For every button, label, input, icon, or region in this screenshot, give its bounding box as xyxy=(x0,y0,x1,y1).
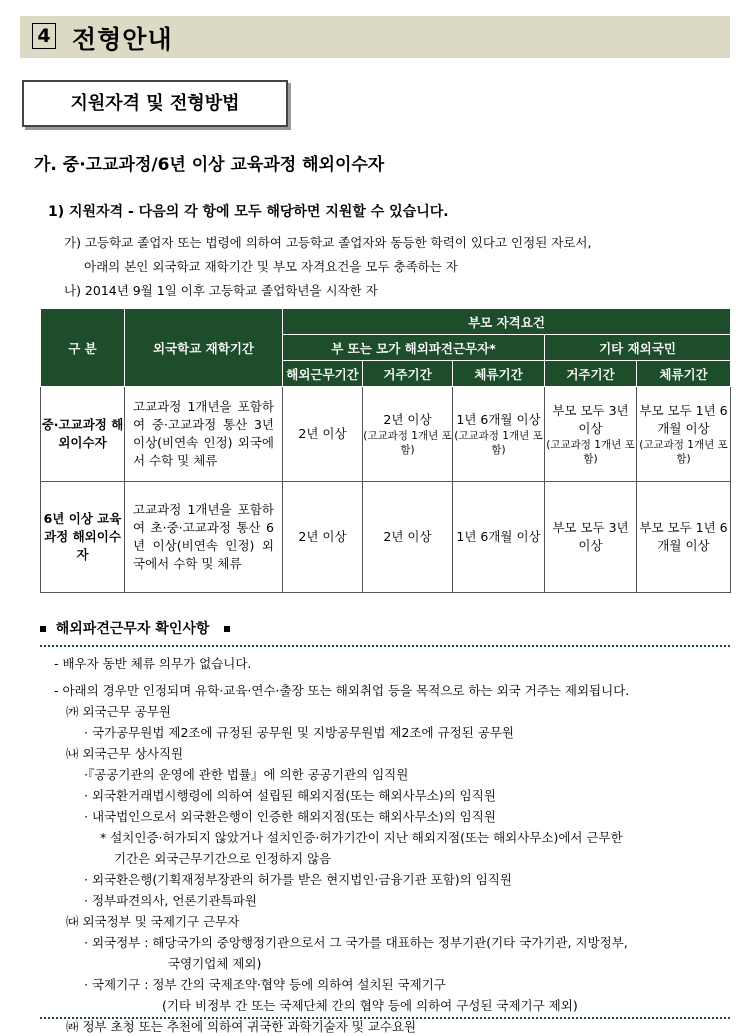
cell-note: (고교과정 1개년 포함) xyxy=(454,430,543,456)
list-item: ㈏ 외국근무 상사직원 xyxy=(66,746,184,761)
list-item: (기타 비정부 간 또는 국제단체 간의 협약 등에 의하여 구성된 국제기구 제외) xyxy=(162,998,578,1013)
cell-residence: 2년 이상 (고교과정 1개년 포함) xyxy=(363,387,453,482)
divider-bottom xyxy=(40,1017,730,1019)
row-desc: 고교과정 1개년을 포함하여 중·고교과정 통산 3년 이상(비연속 인정) 외국에서 수학 및 체류 xyxy=(125,387,283,482)
cell-overseas-work: 2년 이상 xyxy=(283,482,363,593)
confirm-title: 해외파견근무자 확인사항 xyxy=(55,621,210,637)
table-row xyxy=(41,482,731,593)
section-title: 전형안내 xyxy=(72,25,173,54)
list-item: - 배우자 동반 체류 의무가 없습니다. xyxy=(54,656,252,671)
list-item: * 설치인증·허가되지 않았거나 설치인증·허가기간이 지난 해외지점(또는 해외사무소)에서 근무한 xyxy=(100,830,623,845)
header-residence: 거주기간 xyxy=(363,361,453,387)
list-item: ㈐ 외국정부 및 국제기구 근무자 xyxy=(66,914,240,929)
divider-top xyxy=(40,645,730,647)
list-item: · 외국정부 : 해당국가의 중앙행정기관으로서 그 국가를 대표하는 정부기관(기타 국가기관, 지방정부, xyxy=(84,935,628,950)
header-stay: 체류기간 xyxy=(453,361,545,387)
criteria-ga-line1: 가) 고등학교 졸업자 또는 법령에 의하여 고등학교 졸업자와 동등한 학력이 있다고 인정된 자로서, xyxy=(64,235,592,250)
heading-eligibility: 1) 지원자격 - 다음의 각 항에 모두 해당하면 지원할 수 있습니다. xyxy=(48,204,449,220)
list-item: · 외국환은행(기획재정부장관의 허가를 받은 현지법인·금융기관 포함)의 임직원 xyxy=(84,872,512,887)
list-item: · 정부파견의사, 언론기관특파원 xyxy=(84,893,257,908)
header-school-period: 외국학교 재학기간 xyxy=(125,309,283,387)
criteria-na: 나) 2014년 9월 1일 이후 고등학교 졸업학년을 시작한 자 xyxy=(64,283,378,298)
cell-stay: 1년 6개월 이상 (고교과정 1개년 포함) xyxy=(453,387,545,482)
cell-residence-other: 부모 모두 3년 이상 xyxy=(545,482,637,593)
list-item: · 외국환거래법시행령에 의하여 설립된 해외지점(또는 해외사무소)의 임직원 xyxy=(84,788,496,803)
square-bullet-icon xyxy=(40,626,46,632)
cell-overseas-work: 2년 이상 xyxy=(283,387,363,482)
list-item: 국영기업체 제외) xyxy=(168,956,262,971)
header-dispatched: 부 또는 모가 해외파견근무자* xyxy=(283,335,545,361)
cell-stay: 1년 6개월 이상 xyxy=(453,482,545,593)
list-item: · 국가공무원법 제2조에 규정된 공무원 및 지방공무원법 제2조에 규정된 공무원 xyxy=(84,725,514,740)
list-item: ㈑ 정부 초청 또는 추천에 의하여 귀국한 과학기술자 및 교수요원 xyxy=(66,1019,417,1034)
header-parent-req: 부모 자격요건 xyxy=(283,309,731,335)
row-label: 6년 이상 교육과정 해외이수자 xyxy=(41,482,125,593)
list-item: ㈎ 외국근무 공무원 xyxy=(66,704,171,719)
section-number: 4 xyxy=(32,23,56,49)
square-bullet-icon xyxy=(224,626,230,632)
list-item: · 내국법인으로서 외국환은행이 인증한 해외지점(또는 해외사무소)의 임직원 xyxy=(84,809,496,824)
header-other-national: 기타 재외국민 xyxy=(545,335,731,361)
row-desc: 고교과정 1개년을 포함하여 초·중·고교과정 통산 6년 이상(비연속 인정) 외국에서 수학 및 체류 xyxy=(125,482,283,593)
subsection-box: 지원자격 및 전형방법 xyxy=(22,80,288,127)
cell-stay-other: 부모 모두 1년 6개월 이상 (고교과정 1개년 포함) xyxy=(637,387,731,482)
criteria-ga-line2: 아래의 본인 외국학교 재학기간 및 부모 자격요건을 모두 충족하는 자 xyxy=(84,259,458,274)
cell-note: (고교과정 1개년 포함) xyxy=(639,439,728,465)
header-overseas-work: 해외근무기간 xyxy=(283,361,363,387)
heading-ga: 가. 중·고교과정/6년 이상 교육과정 해외이수자 xyxy=(34,155,385,175)
confirm-heading xyxy=(40,618,230,638)
cell-residence: 2년 이상 xyxy=(363,482,453,593)
list-item: · 국제기구 : 정부 간의 국제조약·협약 등에 의하여 설치된 국제기구 xyxy=(84,977,446,992)
cell-stay-other: 부모 모두 1년 6개월 이상 xyxy=(637,482,731,593)
header-residence-other: 거주기간 xyxy=(545,361,637,387)
row-label: 중·고교과정 해외이수자 xyxy=(41,387,125,482)
table-row xyxy=(41,387,731,482)
header-stay-other: 체류기간 xyxy=(637,361,731,387)
section-banner xyxy=(20,16,730,58)
header-category: 구 분 xyxy=(41,309,125,387)
list-item: - 아래의 경우만 인정되며 유학·교육·연수·출장 또는 해외취업 등을 목적으로 하는 외국 거주는 제외됩니다. xyxy=(54,683,630,698)
cell-residence-other: 부모 모두 3년 이상 (고교과정 1개년 포함) xyxy=(545,387,637,482)
list-item: ·『공공기관의 운영에 관한 법률』에 의한 공공기관의 임직원 xyxy=(84,767,409,782)
cell-note: (고교과정 1개년 포함) xyxy=(546,439,635,465)
eligibility-table xyxy=(40,308,731,593)
cell-note: (고교과정 1개년 포함) xyxy=(363,430,452,456)
list-item: 기간은 외국근무기간으로 인정하지 않음 xyxy=(114,851,332,866)
